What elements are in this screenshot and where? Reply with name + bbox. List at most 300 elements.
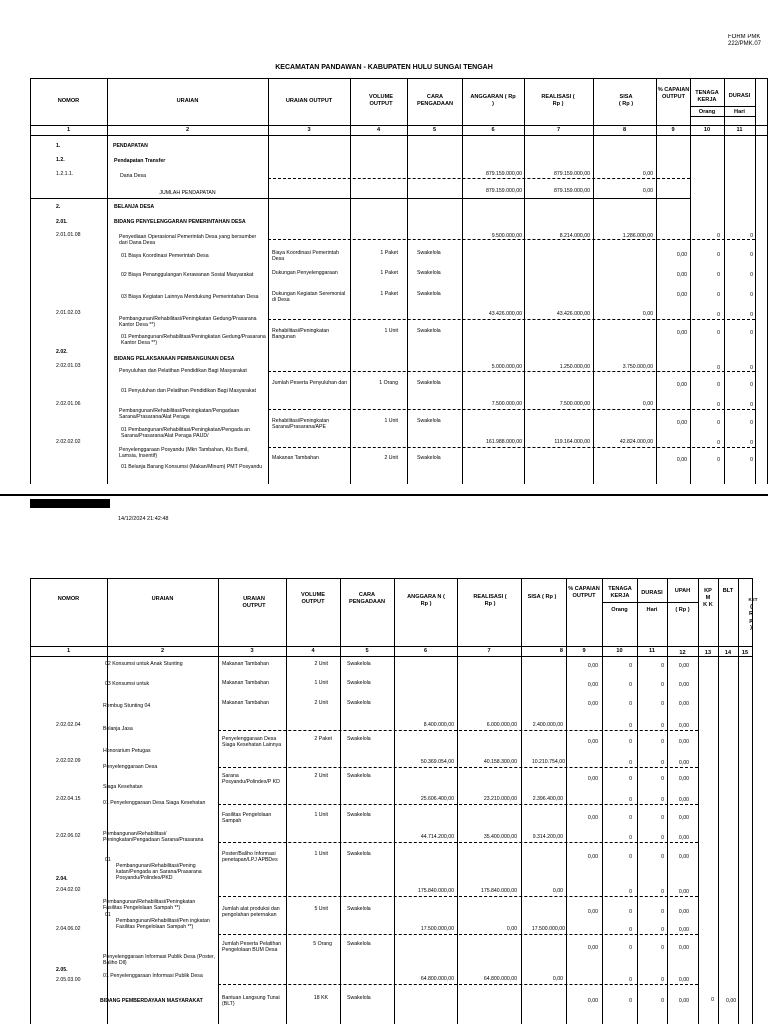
row-output: Jumlah Peserta Pelatihan Pengelolaan BUM Desa xyxy=(222,941,282,953)
row-volume: 5 Orang xyxy=(313,941,332,947)
row-uraian: Penyelenggaraan Desa xyxy=(103,764,158,770)
hdr-volume: VOLUME OUTPUT xyxy=(369,94,393,107)
row-nomor: 2.02. xyxy=(56,349,68,355)
row-nomor: 2.02.02.04 xyxy=(56,722,81,728)
row-durasi: 0 xyxy=(750,365,753,371)
row-durasi: 0 xyxy=(661,797,664,803)
row-uraian: Pembangunan/Rehabilitasi/Peningkatan Gedung/Prasarana Kantor Desa **) xyxy=(119,316,257,328)
hdr-volume: VOLUME OUTPUT xyxy=(301,592,325,605)
row-durasi: 0 xyxy=(661,776,664,782)
row-tenaga: 0 xyxy=(717,252,720,258)
row-cara: Swakelola xyxy=(347,851,371,857)
row-uraian: PENDAPATAN xyxy=(113,143,148,149)
row-volume: 1 Unit xyxy=(314,851,328,857)
colnum-3: 3 xyxy=(250,648,254,654)
row-cara: Swakelola xyxy=(417,250,441,256)
row-tenaga: 0 xyxy=(717,365,720,371)
row-cara: Swakelola xyxy=(347,906,371,912)
row-volume: 1 Unit xyxy=(384,328,398,334)
row-volume: 1 Unit xyxy=(314,680,328,686)
row-sisa: 10.210.754,00 xyxy=(531,759,565,765)
row-output: Poster/Baliho Informasi penetapan/LPJ APBDes xyxy=(222,851,278,863)
row-capaian: 0,00 xyxy=(676,457,687,463)
row-tenaga: 0 xyxy=(629,815,632,821)
row-nomor: 1.2.1.1. xyxy=(56,171,74,177)
row-nomor: 2.02.02.02 xyxy=(56,439,81,445)
row-tenaga: 0 xyxy=(629,998,632,1004)
row-cara: Swakelola xyxy=(417,328,441,334)
row-cara: Swakelola xyxy=(347,700,371,706)
row-durasi: 0 xyxy=(661,977,664,983)
row-anggaran: 161.988.000,00 xyxy=(485,439,522,445)
row-realisasi: 7.500.000,00 xyxy=(559,401,590,407)
hdr-kpm-sub: K K xyxy=(703,602,713,608)
hdr-sisa: SISA ( Rp ) xyxy=(618,94,634,107)
row-cara: Swakelola xyxy=(347,680,371,686)
row-volume: 1 Paket xyxy=(380,250,398,256)
row-realisasi: 64.800.000,00 xyxy=(483,976,517,982)
row-output: Rehabilitasi/Peningkatan Bangunan xyxy=(272,328,330,340)
row-capaian: 0,00 xyxy=(587,663,598,669)
hdr-nomor: NOMOR xyxy=(57,98,80,104)
row-durasi: 0 xyxy=(750,312,753,318)
row-uraian: 01 Penyelenggaraan Desa Siaga Kesehatan xyxy=(103,800,206,806)
colnum-4: 4 xyxy=(376,127,381,133)
row-upah: 0,00 xyxy=(678,760,689,766)
hdr-realisasi: REALISASI ( Rp ) xyxy=(541,94,575,107)
row-uraian: Penyuluhan dan Pelatihan Pendidikan Bagi Masyarakat xyxy=(119,368,247,374)
row-uraian: 01 Penyelenggaraan Informasi Publik Desa xyxy=(103,973,203,979)
row-volume: 2 Paket xyxy=(314,736,332,742)
row-uraian: Penyediaan Operasional Pemerintah Desa yang bersumber dari Dana Desa xyxy=(119,234,257,246)
row-uraian: BIDANG PENYELENGGARAN PEMERINTAHAN DESA xyxy=(114,219,246,225)
row-tenaga: 0 xyxy=(717,233,720,239)
row-tenaga: 0 xyxy=(629,723,632,729)
row-tenaga: 0 xyxy=(629,682,632,688)
hdr-blt-sub: ( R p ) xyxy=(748,604,754,631)
colnum-9: 9 xyxy=(671,127,675,133)
row-cara: Swakelola xyxy=(417,270,441,276)
row-upah: 0,00 xyxy=(678,663,689,669)
hdr-capaian: % CAPAIAN OUTPUT xyxy=(657,87,690,100)
row-durasi: 0 xyxy=(661,909,664,915)
row-tenaga: 0 xyxy=(629,776,632,782)
row-cara: Swakelola xyxy=(417,291,441,297)
hdr-anggaran: ANGGARA N ( Rp ) xyxy=(407,594,445,607)
row-cara: Swakelola xyxy=(347,812,371,818)
row-durasi: 0 xyxy=(661,739,664,745)
colnum-7: 7 xyxy=(556,127,561,133)
row-anggaran: 17.500.000,00 xyxy=(420,926,454,932)
row-realisasi: 879.159.000,00 xyxy=(553,171,590,177)
colnum-4: 4 xyxy=(311,648,315,654)
row-volume: 18 KK xyxy=(313,995,328,1001)
row-uraian: Pembangunan/Rehabilitasi/Peningkatan/Pengadaan Sarana/Prasarana/Alat Peraga xyxy=(119,408,240,420)
row-anggaran: 7.500.000,00 xyxy=(491,401,522,407)
hdr-tenaga-sub: Orang xyxy=(698,109,716,115)
row-capaian: 0,00 xyxy=(676,252,687,258)
row-volume: 1 Paket xyxy=(380,270,398,276)
row-output: Dukungan Kegiatan Seremonial di Desa xyxy=(272,291,346,303)
row-durasi: 0 xyxy=(750,382,753,388)
row-upah: 0,00 xyxy=(678,739,689,745)
row-sisa: 0,00 xyxy=(642,401,653,407)
row-realisasi: 175.840.000,00 xyxy=(480,888,517,894)
hdr-sisa: SISA ( Rp ) xyxy=(527,594,557,600)
row-sisa: 2.400.000,00 xyxy=(532,722,563,728)
hdr-ket: KET xyxy=(748,597,758,602)
row-realisasi: 0,00 xyxy=(506,926,517,932)
row-realisasi: 879.159.000,00 xyxy=(553,188,590,194)
row-upah: 0,00 xyxy=(678,977,689,983)
row-tenaga: 0 xyxy=(717,272,720,278)
row-volume: 1 Orang xyxy=(379,380,398,386)
row-uraian: 01 Biaya Koordinasi Pemerintah Desa xyxy=(121,253,209,259)
colnum-14: 14 xyxy=(724,650,732,656)
row-durasi: 0 xyxy=(750,457,753,463)
row-durasi: 0 xyxy=(750,402,753,408)
hdr-tenaga: TENAGA KERJA xyxy=(608,586,632,599)
row-nomor: 2.02.01.06 xyxy=(56,401,81,407)
row-sisa: 0,00 xyxy=(642,188,653,194)
row-durasi: 0 xyxy=(661,723,664,729)
row-tenaga: 0 xyxy=(629,835,632,841)
row-durasi: 0 xyxy=(661,945,664,951)
row-anggaran: 50.369.054,00 xyxy=(420,759,454,765)
row-capaian: 0,00 xyxy=(587,909,598,915)
row-tenaga: 0 xyxy=(717,292,720,298)
row-tenaga: 0 xyxy=(629,945,632,951)
row-upah: 0,00 xyxy=(678,889,689,895)
row-volume: 2 Unit xyxy=(314,773,328,779)
row-tenaga: 0 xyxy=(717,457,720,463)
row-uraian: Penyelenggaraan Posyandu (Mkn Tambahan, Kls Bumil, Lamsia, Insentif) xyxy=(119,447,249,459)
row-cara: Swakelola xyxy=(347,661,371,667)
row-tenaga: 0 xyxy=(629,739,632,745)
row-anggaran: 25.606.400,00 xyxy=(420,796,454,802)
row-nomor: 2.01. xyxy=(56,219,68,225)
row-tenaga: 0 xyxy=(629,760,632,766)
page2-table xyxy=(30,578,768,1024)
row-upah: 0,00 xyxy=(678,909,689,915)
row-volume: 1 Unit xyxy=(314,812,328,818)
colnum-10: 10 xyxy=(703,127,711,133)
row-anggaran: 9.500.000,00 xyxy=(491,233,522,239)
row-volume: 1 Paket xyxy=(380,291,398,297)
row-capaian: 0,00 xyxy=(587,701,598,707)
row-cara: Swakelola xyxy=(417,455,441,461)
row-nomor: 2.04.06.02 xyxy=(56,926,81,932)
row-durasi: 0 xyxy=(661,835,664,841)
hdr-uraian: URAIAN xyxy=(176,98,199,104)
row-output: Jumlah Peserta Penyuluhan dan xyxy=(272,380,347,386)
row-tenaga: 0 xyxy=(717,330,720,336)
colnum-1: 1 xyxy=(66,127,71,133)
row-sisa: 17.500.000,00 xyxy=(531,926,565,932)
row-tenaga: 0 xyxy=(629,797,632,803)
row-anggaran: 879.159.000,00 xyxy=(485,171,522,177)
row-capaian: 0,00 xyxy=(676,292,687,298)
row-output: Rehabilitasi/Peningkatan Sarana/Prasarana/APE xyxy=(272,418,330,430)
row-tenaga: 0 xyxy=(629,663,632,669)
colnum-5: 5 xyxy=(432,127,437,133)
row-uraian: 01 Pembangunan/Rehabilitasi/Peningkatan Gedung/Prasarana Kantor Desa **) xyxy=(121,334,266,346)
hdr-cara: CARA PENGADAAN xyxy=(348,592,386,605)
row-blt: 0,00 xyxy=(726,998,737,1004)
row-uraian: Siaga Kesehatan xyxy=(103,784,143,790)
row-cara: Swakelola xyxy=(347,773,371,779)
row-tenaga: 0 xyxy=(629,977,632,983)
row-uraian: BELANJA DESA xyxy=(114,204,155,210)
hdr-durasi: DURASI xyxy=(641,590,663,596)
hdr-durasi-sub: Hari xyxy=(646,607,658,613)
row-uraian: 02 Konsumsi untuk Anak Stunting xyxy=(105,661,183,667)
row-anggaran: 64.800.000,00 xyxy=(420,976,454,982)
row-uraian: Honorarium Petugas xyxy=(103,748,151,754)
row-realisasi: 40.158.300,00 xyxy=(483,759,517,765)
row-nomor: 2.02.01.03 xyxy=(56,363,81,369)
row-volume: 5 Unit xyxy=(314,906,328,912)
row-output: Fasilitas Pengelolaan Sampah xyxy=(222,812,272,824)
print-timestamp: 14/12/2024 21:42:48 xyxy=(118,516,169,522)
colnum-10: 10 xyxy=(616,648,623,654)
hdr-upah: UPAH xyxy=(674,588,691,594)
hdr-tenaga: TENAGA KERJA xyxy=(695,90,719,103)
row-output: Bantuan Langsung Tunai (BLT) xyxy=(222,995,280,1007)
row-anggaran: 43.426.000,00 xyxy=(488,311,522,317)
row-realisasi: 6.000.000,00 xyxy=(486,722,517,728)
colnum-3: 3 xyxy=(307,127,311,133)
row-tenaga: 0 xyxy=(717,312,720,318)
row-durasi: 0 xyxy=(661,682,664,688)
row-output: Sarana Posyandu/Polindes/P KD xyxy=(222,773,280,785)
row-upah: 0,00 xyxy=(678,998,689,1004)
row-uraian: Belanja Jasa xyxy=(103,726,133,732)
row-uraian: 01 xyxy=(105,857,111,863)
hdr-realisasi: REALISASI ( Rp ) xyxy=(473,594,507,607)
colnum-2: 2 xyxy=(160,648,165,654)
row-uraian: BIDANG PELAKSANAAN PEMBANGUNAN DESA xyxy=(114,356,235,362)
row-sisa: 2.396.400,00 xyxy=(532,796,563,802)
row-durasi: 0 xyxy=(750,272,753,278)
redaction-bar xyxy=(30,499,110,508)
row-anggaran: 175.840.000,00 xyxy=(417,888,454,894)
row-uraian: Pembangunan/Rehabilitasi/Peningkatan Fasilitas Pengelolaan Sampah **) xyxy=(103,899,196,911)
row-uraian: BIDANG PEMBERDAYAAN MASYARAKAT xyxy=(100,998,203,1004)
row-durasi: 0 xyxy=(750,292,753,298)
row-durasi: 0 xyxy=(661,815,664,821)
row-durasi: 0 xyxy=(661,854,664,860)
row-uraian: 02 Biaya Penanggulangan Kerawanan Sosial Masyarakat xyxy=(121,272,254,278)
row-volume: 1 Unit xyxy=(384,418,398,424)
row-realisasi: 43.426.000,00 xyxy=(556,311,590,317)
row-cara: Swakelola xyxy=(347,941,371,947)
row-nomor: 2.04. xyxy=(56,876,68,882)
row-capaian: 0,00 xyxy=(587,739,598,745)
row-output: Makanan Tambahan xyxy=(222,700,269,706)
row-uraian: Penyelenggaraan Informasi Publik Desa (Poster, Baliho Dll) xyxy=(103,954,215,966)
colnum-2: 2 xyxy=(185,127,190,133)
row-capaian: 0,00 xyxy=(676,272,687,278)
row-upah: 0,00 xyxy=(678,945,689,951)
row-anggaran: 8.400.000,00 xyxy=(423,722,454,728)
row-durasi: 0 xyxy=(661,998,664,1004)
colnum-13: 13 xyxy=(704,650,712,656)
hdr-kpm: KP M xyxy=(704,588,712,601)
row-uraian: 01 Belanja Barang Konsumsi (Makan/Minum) PMT Posyandu xyxy=(121,464,263,470)
row-capaian: 0,00 xyxy=(676,382,687,388)
row-tenaga: 0 xyxy=(629,701,632,707)
row-sisa: 9.314.200,00 xyxy=(532,834,563,840)
row-uraian: Pembangunan/Rehabilitasi/Pening katan/Pengada an Sarana/Prasarana Posyandu/Polindes/PKD xyxy=(116,863,202,881)
row-anggaran: 879.159.000,00 xyxy=(485,188,522,194)
row-realisasi: 119.164.000,00 xyxy=(554,439,590,445)
hdr-capaian: % CAPAIAN OUTPUT xyxy=(568,586,600,599)
colnum-11: 11 xyxy=(736,127,743,133)
row-output: Jumlah alat produksi dan pengolahan peternakan xyxy=(222,906,280,918)
row-sisa: 0,00 xyxy=(552,888,563,894)
colnum-8: 8 xyxy=(622,127,627,133)
row-durasi: 0 xyxy=(750,330,753,336)
row-tenaga: 0 xyxy=(717,420,720,426)
row-capaian: 0,00 xyxy=(587,815,598,821)
row-nomor: 1. xyxy=(56,143,61,149)
row-nomor: 2.04.02.02 xyxy=(56,887,81,893)
form-code xyxy=(728,34,768,48)
row-sisa: 0,00 xyxy=(642,311,653,317)
row-volume: 2 Unit xyxy=(384,455,398,461)
row-tenaga: 0 xyxy=(717,382,720,388)
row-upah: 0,00 xyxy=(678,723,689,729)
row-upah: 0,00 xyxy=(678,835,689,841)
row-uraian: Pembangunan/Rehabilitasi/ Peningkatan/Pengadaan Sarana/Prasarana xyxy=(103,831,204,843)
row-capaian: 0,00 xyxy=(676,420,687,426)
hdr-durasi-sub: Hari xyxy=(734,109,745,115)
hdr-uraian-output: URAIAN OUTPUT xyxy=(285,98,333,104)
row-output: Penyelenggaraan Desa Siaga Kesehatan Lainnya xyxy=(222,736,282,748)
row-upah: 0,00 xyxy=(678,701,689,707)
row-upah: 0,00 xyxy=(678,776,689,782)
row-uraian: Dana Desa xyxy=(120,173,146,179)
report-title: KECAMATAN PANDAWAN - KABUPATEN HULU SUNGAI TENGAH xyxy=(275,64,493,71)
row-output: Makanan Tambahan xyxy=(222,680,269,686)
hdr-uraian: URAIAN xyxy=(151,596,174,602)
row-output: Biaya Koordinasi Pemerintah Desa xyxy=(272,250,339,262)
hdr-anggaran: ANGGARAN ( Rp ) xyxy=(470,94,516,107)
colnum-6: 6 xyxy=(491,127,495,133)
row-output: Makanan Tambahan xyxy=(272,455,319,461)
hdr-blt: BLT xyxy=(722,588,734,594)
row-anggaran: 5.000.000,00 xyxy=(491,364,522,370)
form-code-line-2: 222/PMK.07 xyxy=(728,41,762,47)
hdr-upah-sub: ( Rp ) xyxy=(675,607,690,613)
row-uraian: 03 Konsumsi untuk xyxy=(105,681,150,687)
row-realisasi: 23.210.000,00 xyxy=(483,796,517,802)
row-upah: 0,00 xyxy=(678,854,689,860)
row-tenaga: 0 xyxy=(629,854,632,860)
row-volume: 2 Unit xyxy=(314,661,328,667)
row-tenaga: 0 xyxy=(629,909,632,915)
row-output: Makanan Tambahan xyxy=(222,661,269,667)
row-sisa: 0,00 xyxy=(552,976,563,982)
page1-table xyxy=(30,78,768,494)
hdr-durasi: DURASI xyxy=(728,93,751,99)
row-tenaga: 0 xyxy=(629,927,632,933)
row-nomor: 2.05. xyxy=(56,967,68,973)
row-nomor: 2.01.02.03 xyxy=(56,310,81,316)
row-cara: Swakelola xyxy=(347,995,371,1001)
row-cara: Swakelola xyxy=(417,418,441,424)
row-nomor: 2. xyxy=(56,204,61,210)
colnum-12: 12 xyxy=(679,650,686,656)
row-capaian: 0,00 xyxy=(587,945,598,951)
row-capaian: 0,00 xyxy=(587,776,598,782)
row-sisa: 42.824.000,00 xyxy=(619,439,653,445)
row-tenaga: 0 xyxy=(717,440,720,446)
colnum-7: 7 xyxy=(487,648,491,654)
row-cara: Swakelola xyxy=(417,380,441,386)
row-volume: 2 Unit xyxy=(314,700,328,706)
row-kpm: 0 xyxy=(711,997,714,1003)
row-nomor: 2.02.04.15 xyxy=(56,796,81,802)
row-uraian: Pembangunan/Rehabilitasi/Pen ingkatan Fasilitas Pengelolaan Sampah **) xyxy=(116,918,210,930)
colnum-9: 9 xyxy=(582,648,586,654)
colnum-6: 6 xyxy=(423,648,428,654)
row-nomor: 2.02.06.02 xyxy=(56,833,81,839)
row-sisa: 0,00 xyxy=(642,171,653,177)
row-upah: 0,00 xyxy=(678,682,689,688)
row-uraian: 01 xyxy=(105,912,111,918)
hdr-cara: CARA PENGADAAN xyxy=(416,94,454,107)
colnum-15: 15 xyxy=(741,650,749,656)
row-nomor: 2.05.03.00 xyxy=(56,977,81,983)
colnum-1: 1 xyxy=(66,648,71,654)
row-uraian-total: JUMLAH PENDAPATAN xyxy=(159,190,216,196)
row-capaian: 0,00 xyxy=(587,854,598,860)
colnum-11: 11 xyxy=(649,648,655,654)
row-durasi: 0 xyxy=(661,927,664,933)
colnum-5: 5 xyxy=(365,648,369,654)
row-upah: 0,00 xyxy=(678,927,689,933)
hdr-tenaga-sub: Orang xyxy=(611,607,628,613)
row-uraian: Pendapatan Transfer xyxy=(114,158,166,164)
row-durasi: 0 xyxy=(750,233,753,239)
row-uraian: Rembug Stunting 04 xyxy=(103,703,151,709)
row-nomor: 2.02.02.09 xyxy=(56,758,81,764)
row-output: Dukungan Penyelenggaraan xyxy=(272,270,338,276)
row-durasi: 0 xyxy=(661,701,664,707)
hdr-uraian-output: URAIAN OUTPUT xyxy=(242,596,266,609)
row-uraian: 01 Pembangunan/Rehabilitasi/Peningkatan/Pengada an Sarana/Prasarana/Alat Peraga PAUD/ xyxy=(121,427,250,439)
row-upah: 0,00 xyxy=(678,815,689,821)
row-upah: 0,00 xyxy=(678,797,689,803)
row-tenaga: 0 xyxy=(629,889,632,895)
form-code-line-1: FORM PMK xyxy=(728,34,761,40)
row-anggaran: 44.714.200,00 xyxy=(420,834,454,840)
row-durasi: 0 xyxy=(750,420,753,426)
row-capaian: 0,00 xyxy=(587,998,598,1004)
row-capaian: 0,00 xyxy=(676,330,687,336)
row-realisasi: 35.400.000,00 xyxy=(483,834,517,840)
row-sisa: 1.286.000,00 xyxy=(622,233,653,239)
colnum-8: 8 xyxy=(559,648,563,654)
row-durasi: 0 xyxy=(661,663,664,669)
row-durasi: 0 xyxy=(750,440,753,446)
row-sisa: 3.750.000,00 xyxy=(622,364,653,370)
row-cara: Swakelola xyxy=(347,736,371,742)
row-tenaga: 0 xyxy=(717,402,720,408)
row-capaian: 0,00 xyxy=(587,682,598,688)
